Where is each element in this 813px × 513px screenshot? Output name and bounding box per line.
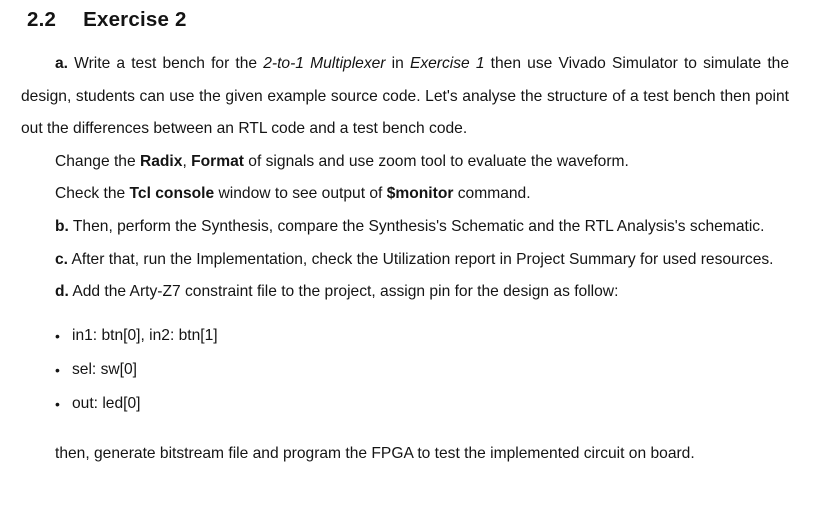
section-number: 2.2 (27, 8, 57, 31)
paragraph-radix-format: Change the Radix, Format of signals and use zoom tool to evaluate the waveform. (55, 152, 629, 170)
list-item-label: sel: sw[0] (72, 360, 137, 378)
paragraph-b: b. Then, perform the Synthesis, compare the Synthesis's Schematic and the RTL Analysis's schematic. (55, 217, 765, 235)
paragraph-tcl-console: Check the Tcl console window to see output of $monitor command. (55, 185, 531, 203)
bullet-icon: • (55, 361, 60, 378)
bullet-icon: • (55, 327, 60, 344)
closing-paragraph: then, generate bitstream file and program the FPGA to test the implemented circuit on board. (55, 444, 695, 462)
section-heading (27, 8, 789, 32)
list-item-out (21, 387, 789, 421)
paragraph-d: d. Add the Arty-Z7 constraint file to the project, assign pin for the design as follow: (55, 283, 619, 301)
bullet-icon: • (55, 395, 60, 412)
section-title: Exercise 2 (83, 8, 187, 31)
section-body (21, 48, 789, 470)
paragraph-c: c. After that, run the Implementation, check the Utilization report in Project Summary for used resources. (55, 250, 774, 268)
list-item-in1-in2 (21, 319, 789, 353)
list-item-label: out: led[0] (72, 394, 141, 412)
list-item-label: in1: btn[0], in2: btn[1] (72, 326, 218, 344)
paragraph-a: a. Write a test bench for the 2-to-1 Multiplexer in Exercise 1 then use Vivado Simulator to simulate the design, students can use the given example source code. Let's analyse the structure of a test bench then point out the differences between an RTL code and a test bench code. (21, 55, 789, 138)
pin-assignment-list (21, 319, 789, 421)
list-item-sel (21, 353, 789, 387)
